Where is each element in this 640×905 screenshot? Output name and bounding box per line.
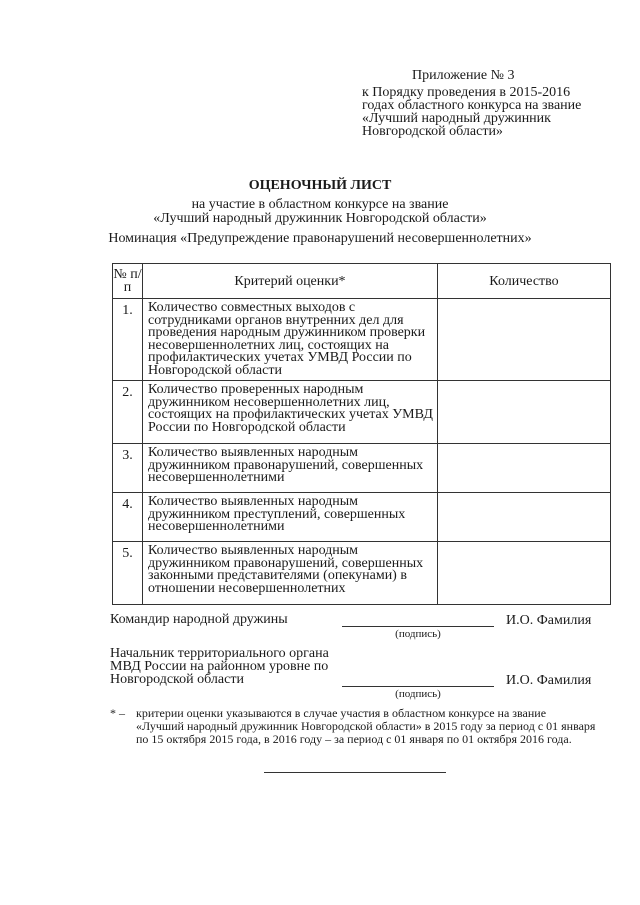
table-row: [113, 493, 611, 542]
row-quantity-cell[interactable]: [438, 542, 611, 605]
appendix-title: Приложение № 3: [412, 68, 515, 83]
commander-signature-line[interactable]: [342, 626, 494, 627]
table-header-row: [113, 264, 611, 299]
row-criterion: Количество выявленных народным дружинником правонарушений, совершенных несовершеннолетними: [143, 444, 438, 493]
header-criterion: Критерий оценки*: [143, 264, 438, 299]
document-title: ОЦЕНОЧНЫЙ ЛИСТ: [248, 178, 392, 193]
row-quantity-cell[interactable]: [438, 444, 611, 493]
header-quantity: Количество: [438, 264, 611, 299]
header-number: № п/п: [113, 264, 143, 299]
chief-name: И.О. Фамилия: [506, 673, 592, 688]
row-number: 3.: [113, 444, 143, 493]
closing-divider: [264, 772, 446, 773]
evaluation-table: [112, 263, 611, 605]
table-row: [113, 381, 611, 444]
commander-signature-caption: (подпись): [395, 628, 441, 640]
chief-signature-line[interactable]: [342, 686, 494, 687]
row-number: 1.: [113, 299, 143, 381]
footnote-text: критерии оценки указываются в случае участия в областном конкурсе на звание «Лучший народный дружинник Новгородской области» в 2015 году за период с 01 января по 15 октября 2015 года, в 2016 году – за период с 01 января по 01 октября 2016 года.: [136, 706, 596, 746]
row-criterion: Количество выявленных народным дружинником правонарушений, совершенных законными представителями (опекунами) в отношении несовершеннолетних: [143, 542, 438, 605]
table-row: [113, 299, 611, 381]
row-criterion: Количество совместных выходов с сотрудниками органов внутренних дел для проведения народным дружинником проверки несовершеннолетних лиц, состоящих на профилактических учетах УМВД России по Новгородской области: [143, 299, 438, 381]
row-quantity-cell[interactable]: [438, 299, 611, 381]
row-criterion: Количество проверенных народным дружинником несовершеннолетних лиц, состоящих на профилактических учетах УМВД России по Новгородской области: [143, 381, 438, 444]
document-subtitle-1: на участие в областном конкурсе на звание: [191, 197, 449, 212]
chief-label: Начальник территориального органа МВД России на районном уровне по Новгородской области: [110, 646, 329, 687]
row-number: 2.: [113, 381, 143, 444]
row-quantity-cell[interactable]: [438, 381, 611, 444]
row-quantity-cell[interactable]: [438, 493, 611, 542]
nomination-title: Номинация «Предупреждение правонарушений несовершеннолетних»: [108, 231, 532, 246]
row-criterion: Количество выявленных народным дружинником преступлений, совершенных несовершеннолетними: [143, 493, 438, 542]
appendix-reference: к Порядку проведения в 2015-2016 годах областного конкурса на звание «Лучший народный дружинник Новгородской области»: [362, 85, 582, 139]
table-row: [113, 444, 611, 493]
row-number: 5.: [113, 542, 143, 605]
table-row: [113, 542, 611, 605]
document-subtitle-2: «Лучший народный дружинник Новгородской области»: [153, 211, 487, 226]
chief-signature-caption: (подпись): [395, 688, 441, 700]
row-number: 4.: [113, 493, 143, 542]
footnote-mark: * –: [110, 706, 125, 720]
commander-label: Командир народной дружины: [110, 612, 288, 627]
commander-name: И.О. Фамилия: [506, 613, 592, 628]
